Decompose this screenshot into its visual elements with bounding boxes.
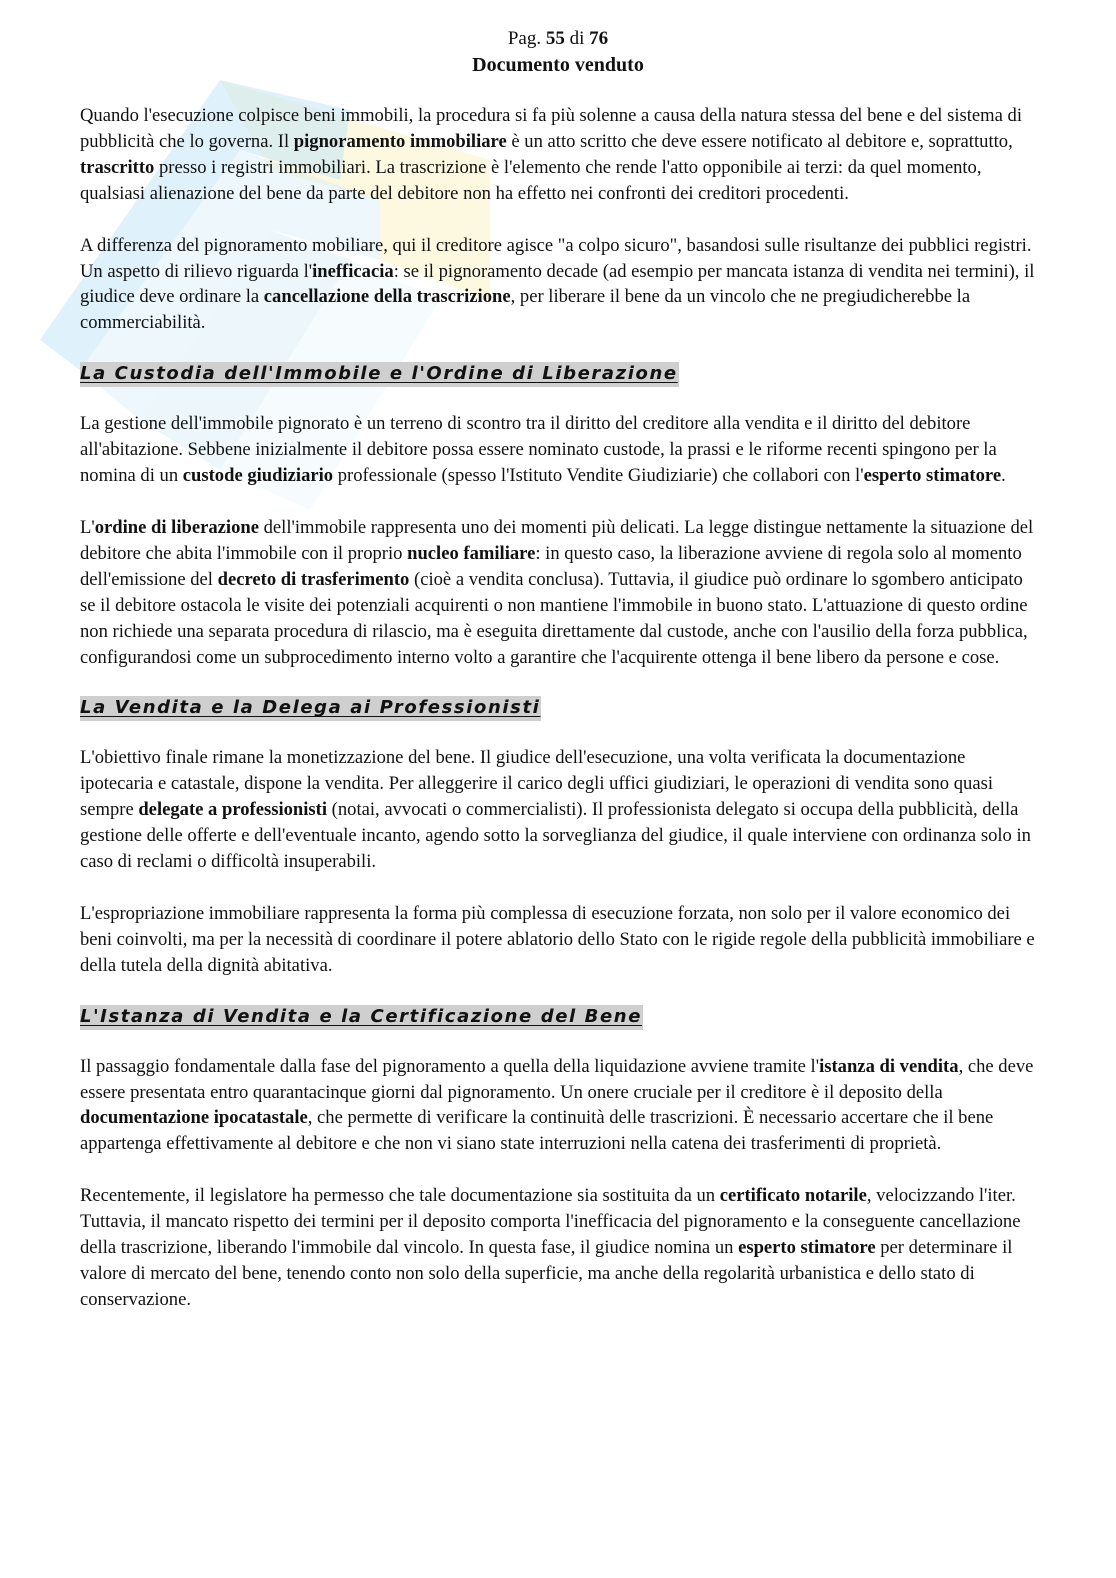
text-run: A differenza del pignoramento mobiliare, qui il creditore agisce "a colpo sicuro", basandosi sulle risultanze dei pubblici registri. Un aspetto di rilievo riguarda l' <box>80 234 1032 282</box>
section-heading-wrap <box>80 1005 1040 1054</box>
paragraph <box>80 745 1040 875</box>
page-prefix: Pag. <box>507 28 546 49</box>
paragraph <box>80 1183 1040 1313</box>
bold-term: esperto stimatore <box>863 465 1002 487</box>
text-run: La gestione dell'immobile pignorato è un terreno di scontro tra il diritto del creditore alla vendita e il diritto del debitore all'abitazione. Sebbene inizialmente il debitore possa essere nominato custode, la prassi e le riforme recenti spingono per la nomina di un <box>80 413 997 487</box>
document-status: Documento venduto <box>472 54 644 76</box>
text-run: Quando l'esecuzione colpisce beni immobili, la procedura si fa più solenne a causa della natura stessa del bene e del sistema di pubblicità che lo governa. Il <box>80 105 1023 152</box>
text-run: dell'immobile rappresenta uno dei momenti più delicati. La legge distingue nettamente la situazione del debitore che abita l'immobile con il proprio <box>80 516 1034 564</box>
text-run: , per liberare il bene da un vincolo che ne pregiudicherebbe la commerciabilità. <box>80 286 971 334</box>
bold-term: inefficacia <box>312 260 394 282</box>
text-run: professionale (spesso l'Istituto Vendite Giudiziarie) che collabori con l' <box>333 465 864 487</box>
text-run: (notai, avvocati o commercialisti). Il professionista delegato si occupa della pubblicità, della gestione delle offerte e dell'eventuale incanto, agendo sotto la sorveglianza del giudice, il quale interviene con ordinanza solo in caso di reclami o difficoltà insuperabili. <box>80 799 1031 873</box>
bold-term: istanza di vendita <box>819 1055 959 1077</box>
bold-term: documentazione ipocatastale <box>80 1107 308 1129</box>
document-body <box>80 103 1040 1339</box>
paragraph <box>80 233 1040 337</box>
text-run: per determinare il valore di mercato del bene, tenendo conto non solo della superficie, ma anche della regolarità urbanistica e dello stato di conservazione. <box>80 1237 1013 1310</box>
page-separator: di <box>564 28 590 49</box>
bold-term: nucleo familiare <box>407 542 536 564</box>
text-run: presso i registri immobiliari. La trascrizione è l'elemento che rende l'atto opponibile ai terzi: da quel momento, qualsiasi alienazione del bene da parte del debitore non ha effetto nei confronti dei creditori procedenti. <box>80 156 982 204</box>
section-heading-wrap <box>80 362 1040 411</box>
bold-term: custode giudiziario <box>182 465 334 487</box>
text-run: . <box>1001 465 1006 487</box>
page-header <box>0 26 1116 78</box>
bold-term: decreto di trasferimento <box>217 568 410 590</box>
bold-term: esperto stimatore <box>738 1237 876 1259</box>
page-current: 55 <box>545 28 565 49</box>
paragraph <box>80 411 1040 489</box>
section-heading: L'Istanza di Vendita e la Certificazione del Bene <box>80 1005 643 1030</box>
text-run: , che deve essere presentata entro quarantacinque giorni dal pignoramento. Un onere cruciale per il creditore è il deposito della <box>80 1055 1034 1103</box>
page-number <box>0 26 1116 52</box>
paragraph <box>80 515 1040 670</box>
section-heading-wrap <box>80 696 1040 745</box>
text-run: : se il pignoramento decade (ad esempio per mancata istanza di vendita nei termini), il giudice deve ordinare la <box>80 260 1035 308</box>
text-run: , velocizzando l'iter. Tuttavia, il mancato rispetto dei termini per il deposito comporta l'inefficacia del pignoramento e la conseguente cancellazione della trascrizione, liberando l'immobile dal vincolo. In questa fase, il giudice nomina un <box>80 1185 1021 1259</box>
text-run: (cioè a vendita conclusa). Tuttavia, il giudice può ordinare lo sgombero anticipato se il debitore ostacola le visite dei potenziali acquirenti o non mantiene l'immobile in buono stato. L'attuazione di questo ordine non richiede una separata procedura di rilascio, ma è eseguita direttamente dal custode, anche con l'ausilio della forza pubblica, configurandosi come un subprocedimento interno volto a garantire che l'acquirente ottenga il bene libero da persone e cose. <box>80 568 1028 668</box>
section-heading: La Vendita e la Delega ai Professionisti <box>80 696 541 721</box>
bold-term: trascritto <box>80 156 155 178</box>
paragraph <box>80 103 1040 207</box>
text-run: Recentemente, il legislatore ha permesso che tale documentazione sia sostituita da un <box>80 1185 720 1207</box>
text-run: , che permette di verificare la continuità delle trascrizioni. È necessario accertare che il bene appartenga effettivamente al debitore e che non vi siano state interruzioni nella catena dei trasferimenti di proprietà. <box>80 1107 994 1155</box>
bold-term: cancellazione della trascrizione <box>263 286 511 308</box>
section-heading: La Custodia dell'Immobile e l'Ordine di Liberazione <box>80 362 679 387</box>
text-run: Il passaggio fondamentale dalla fase del pignoramento a quella della liquidazione avviene tramite l' <box>80 1055 820 1077</box>
bold-term: delegate a professionisti <box>138 799 328 821</box>
bold-term: pignoramento immobiliare <box>293 130 507 152</box>
text-run: L' <box>80 516 95 538</box>
text-run: : in questo caso, la liberazione avviene di regola solo al momento dell'emissione del <box>80 542 1022 590</box>
paragraph <box>80 901 1040 979</box>
page-total: 76 <box>589 28 609 49</box>
text-run: è un atto scritto che deve essere notificato al debitore e, soprattutto, <box>506 130 1013 152</box>
paragraph <box>80 1054 1040 1158</box>
text-run: L'obiettivo finale rimane la monetizzazione del bene. Il giudice dell'esecuzione, una volta verificata la documentazione ipotecaria e catastale, dispone la vendita. Per alleggerire il carico degli uffici giudiziari, le operazioni di vendita sono quasi sempre <box>80 747 993 821</box>
bold-term: ordine di liberazione <box>94 516 259 538</box>
bold-term: certificato notarile <box>719 1185 867 1207</box>
text-run: L'espropriazione immobiliare rappresenta la forma più complessa di esecuzione forzata, non solo per il valore economico dei beni coinvolti, ma per la necessità di coordinare il potere ablatorio dello Stato con le rigide regole della pubblicità immobiliare e della tutela della dignità abitativa. <box>80 902 1035 976</box>
